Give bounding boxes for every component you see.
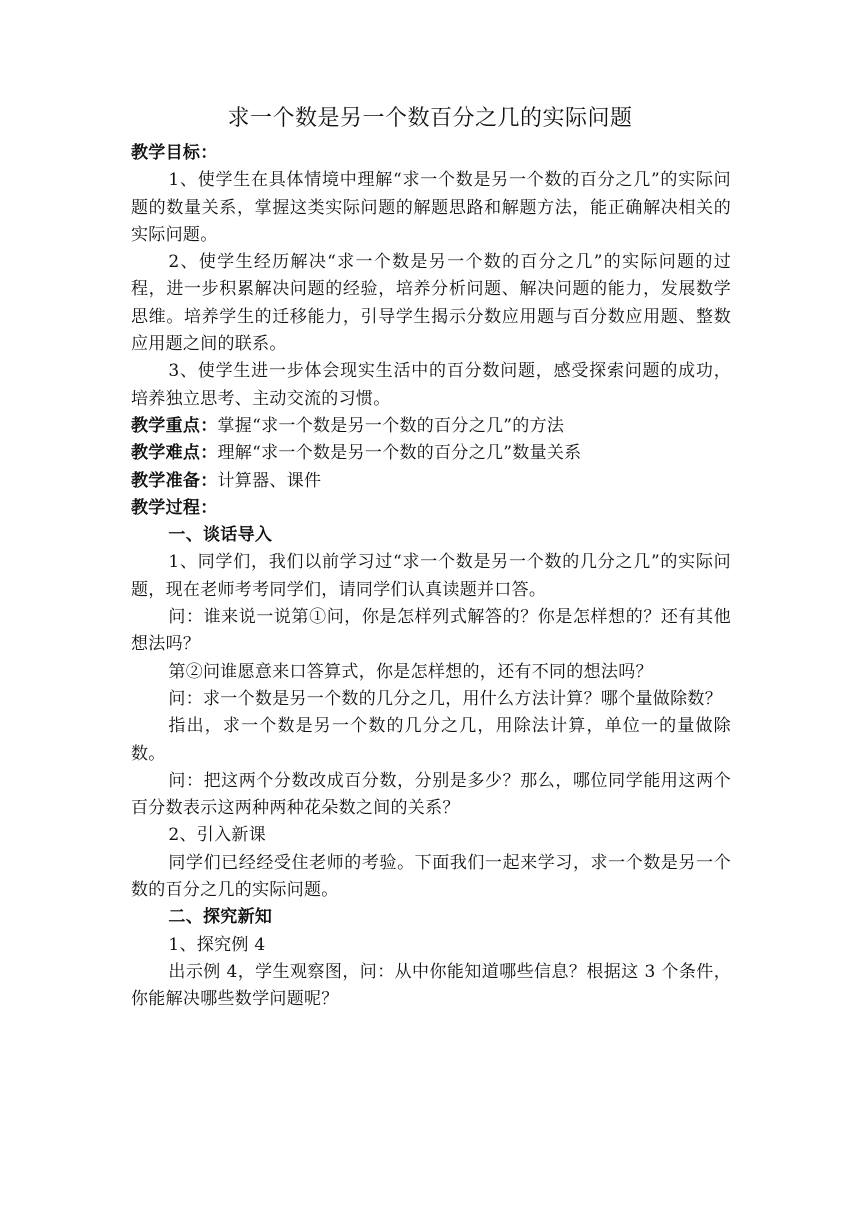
paragraph-1: 1、同学们，我们以前学习过“求一个数是另一个数的几分之几”的实际问题，现在老师考考同学们，请同学们认真读题并口答。 [131, 552, 731, 600]
key-point-text: 掌握“求一个数是另一个数的百分之几”的方法 [217, 415, 565, 436]
difficulty-text: 理解“求一个数是另一个数的百分之几”数量关系 [217, 443, 582, 464]
objective-2: 2、使学生经历解决“求一个数是另一个数的百分之几”的实际问题的过程，进一步积累解决问题的经验，培养分析问题、解决问题的能力，发展数学思维。培养学生的迁移能力，引导学生揭示分数应用题与百分数应用题、整数应用题之间的联系。 [131, 252, 731, 355]
paragraph-4: 问：求一个数是另一个数的几分之几，用什么方法计算？哪个量做除数？ [168, 688, 722, 709]
process-heading: 教学过程： [131, 497, 218, 518]
document-title: 求一个数是另一个数百分之几的实际问题 [227, 106, 633, 131]
objective-3: 3、使学生进一步体会现实生活中的百分数问题，感受探索问题的成功，培养独立思考、主动交流的习惯。 [131, 361, 731, 409]
document-body [131, 140, 731, 1014]
paragraph-2: 问：谁来说一说第①问，你是怎样列式解答的？你是怎样想的？还有其他想法吗？ [131, 607, 731, 655]
paragraph-3: 第②问谁愿意来口答算式，你是怎样想的，还有不同的想法吗？ [168, 661, 653, 682]
preparation-label: 教学准备： [131, 470, 218, 491]
paragraph-10: 出示例 4，学生观察图，问：从中你能知道哪些信息？根据这 3 个条件，你能解决哪些数学问题呢？ [131, 961, 731, 1010]
objectives-heading: 教学目标： [131, 143, 218, 163]
section-1-heading: 一、谈话导入 [168, 525, 273, 546]
paragraph-9: 1、探究例 4 [168, 934, 266, 955]
section-2-heading: 二、探究新知 [168, 907, 273, 928]
preparation-line [131, 468, 731, 495]
paragraph-7: 2、引入新课 [168, 825, 267, 846]
key-point-line [131, 413, 731, 440]
difficulty-label: 教学难点： [131, 443, 218, 464]
paragraph-6: 问：把这两个分数改成百分数，分别是多少？那么，哪位同学能用这两个百分数表示这两种两种花朵数之间的关系？ [131, 770, 731, 819]
paragraph-8: 同学们已经经受住老师的考验。下面我们一起来学习，求一个数是另一个数的百分之几的实际问题。 [131, 852, 731, 901]
key-point-label: 教学重点： [131, 415, 218, 436]
objective-1: 1、使学生在具体情境中理解“求一个数是另一个数的百分之几”的实际问题的数量关系，掌握这类实际问题的解题思路和解题方法，能正确解决相关的实际问题。 [131, 170, 731, 245]
difficulty-line [131, 440, 731, 467]
preparation-text: 计算器、课件 [217, 470, 322, 491]
paragraph-5: 指出，求一个数是另一个数的几分之几，用除法计算，单位一的量做除数。 [131, 716, 731, 764]
